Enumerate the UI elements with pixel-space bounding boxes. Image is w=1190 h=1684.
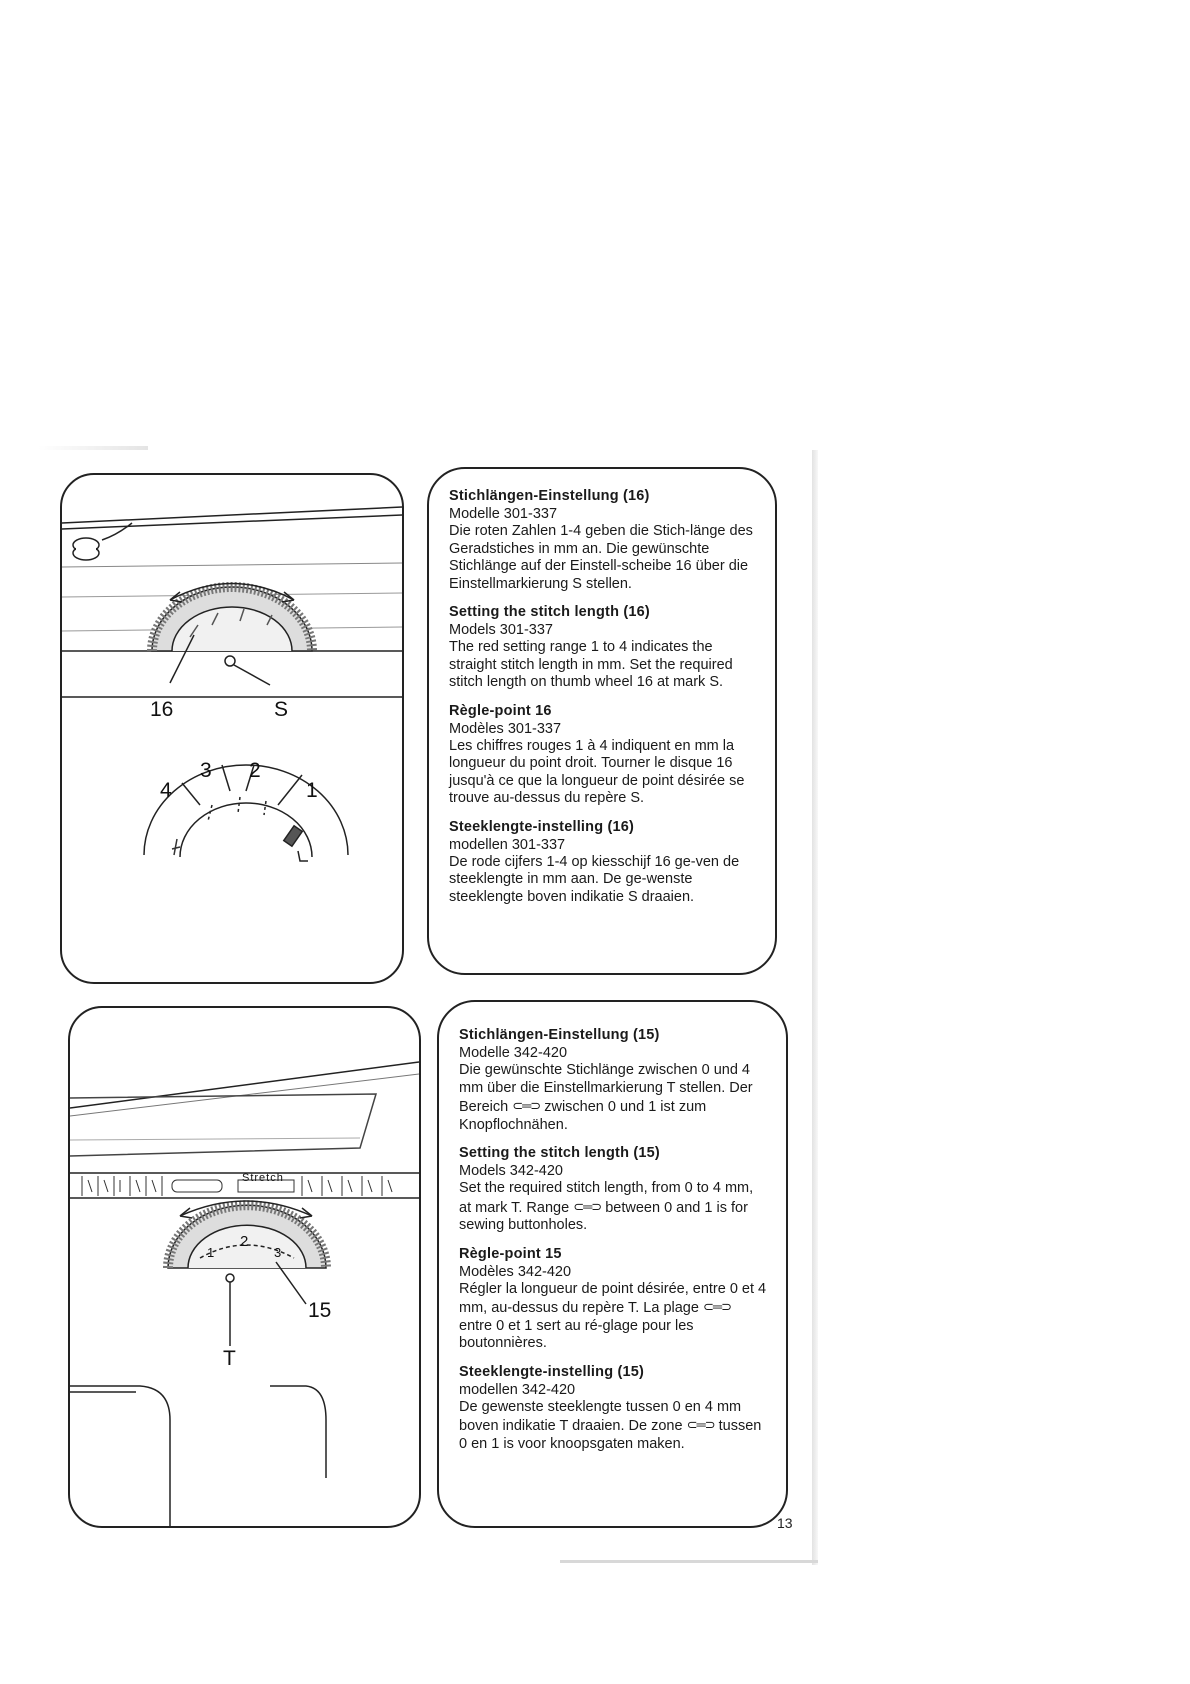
section-title: Règle-point 15 — [459, 1245, 562, 1262]
section-models: modellen 342-420 — [459, 1381, 576, 1398]
section-german — [449, 487, 757, 593]
section-title: Steeklengte-instelling (16) — [449, 818, 635, 835]
label-scale-3: 3 — [200, 759, 212, 782]
text-panel-models-301-337 — [427, 467, 777, 975]
page-number: 13 — [777, 1515, 793, 1531]
section-body: Les chiffres rouges 1 à 4 indiquent en mm la longueur du point droit. Tourner le disque 16 jusqu'à ce que la longueur de point désirée se trouve au-dessus du repère S. — [449, 737, 745, 806]
label-stretch: Stretch — [242, 1172, 284, 1184]
section-models: Modelle 301-337 — [449, 506, 558, 522]
section-models: Modèles 342-420 — [459, 1263, 572, 1280]
section-title: Setting the stitch length (16) — [449, 604, 650, 620]
section-english — [459, 1144, 768, 1235]
text-panel-models-342-420 — [437, 1000, 788, 1528]
section-french — [459, 1245, 768, 1353]
figure-stitch-dial-15 — [68, 1006, 421, 1528]
label-scale-3: 3 — [274, 1245, 282, 1260]
section-body: De rode cijfers 1-4 op kiesschijf 16 ge-ven de steeklengte in mm aan. De ge-wenste steeklengte boven indikatie S draaien. — [449, 853, 740, 905]
page-edge-top — [38, 446, 148, 450]
section-dutch — [459, 1363, 768, 1454]
section-body: Die roten Zahlen 1-4 geben die Stich-länge des Geradstiches in mm an. Die gewünschte Stichlänge auf der Einstell-scheibe 16 über die Einstellmarkierung S stellen. — [449, 523, 753, 592]
section-german — [459, 1026, 768, 1134]
section-body: Die gewünschte Stichlänge zwischen 0 und 4 mm über die Einstellmarkierung T stellen. Der Bereich ⊂═⊃ zwischen 0 und 1 ist zum Knopflochnähen. — [459, 1062, 753, 1133]
section-models: modellen 301-337 — [449, 836, 566, 853]
label-dial-15: 15 — [308, 1299, 332, 1322]
section-body: The red setting range 1 to 4 indicates the straight stitch length in mm. Set the required stitch length on thumb wheel 16 at mark S. — [449, 639, 733, 690]
buttonhole-range-icon: ⊂═⊃ — [686, 1417, 715, 1432]
label-scale-1: 1 — [207, 1245, 215, 1260]
label-scale-1: 1 — [306, 779, 318, 802]
section-title: Stichlängen-Einstellung (16) — [449, 488, 650, 504]
figure-2-drawing — [70, 1008, 419, 1526]
figure-1-drawing — [62, 475, 402, 982]
section-body: Set the required stitch length, from 0 to 4 mm, at mark T. Range ⊂═⊃ between 0 and 1 is for sewing buttonholes. — [459, 1180, 754, 1233]
page-edge-bottom — [560, 1560, 818, 1563]
section-title: Steeklengte-instelling (15) — [459, 1363, 645, 1380]
section-body: De gewenste steeklengte tussen 0 en 4 mm boven indikatie T draaien. De zone ⊂═⊃ tussen 0 en 1 is voor knoopsgaten maken. — [459, 1398, 762, 1452]
buttonhole-range-icon: ⊂═⊃ — [512, 1098, 541, 1113]
section-french — [449, 702, 757, 808]
section-body: Régler la longueur de point désirée, entre 0 et 4 mm, au-dessus du repère T. La plage ⊂═⊃ entre 0 et 1 sert au ré-glage pour les boutonnières. — [459, 1280, 767, 1351]
section-title: Stichlängen-Einstellung (15) — [459, 1027, 660, 1043]
label-dial-16: 16 — [150, 698, 174, 721]
section-title: Setting the stitch length (15) — [459, 1145, 660, 1161]
section-models: Models 301-337 — [449, 622, 553, 638]
section-dutch — [449, 818, 757, 907]
label-mark-t: T — [223, 1347, 236, 1370]
section-models: Modèles 301-337 — [449, 720, 562, 737]
buttonhole-range-icon: ⊂═⊃ — [702, 1299, 731, 1314]
label-scale-2: 2 — [240, 1233, 249, 1250]
section-english — [449, 603, 757, 692]
label-scale-4: 4 — [160, 779, 172, 802]
buttonhole-range-icon: ⊂═⊃ — [573, 1198, 602, 1214]
section-models: Modelle 342-420 — [459, 1045, 568, 1061]
page-edge-right — [812, 450, 818, 1565]
label-mark-s: S — [274, 698, 289, 721]
section-models: Models 342-420 — [459, 1163, 563, 1179]
section-title: Règle-point 16 — [449, 702, 552, 719]
figure-stitch-dial-16 — [60, 473, 404, 984]
label-scale-2: 2 — [249, 759, 261, 782]
